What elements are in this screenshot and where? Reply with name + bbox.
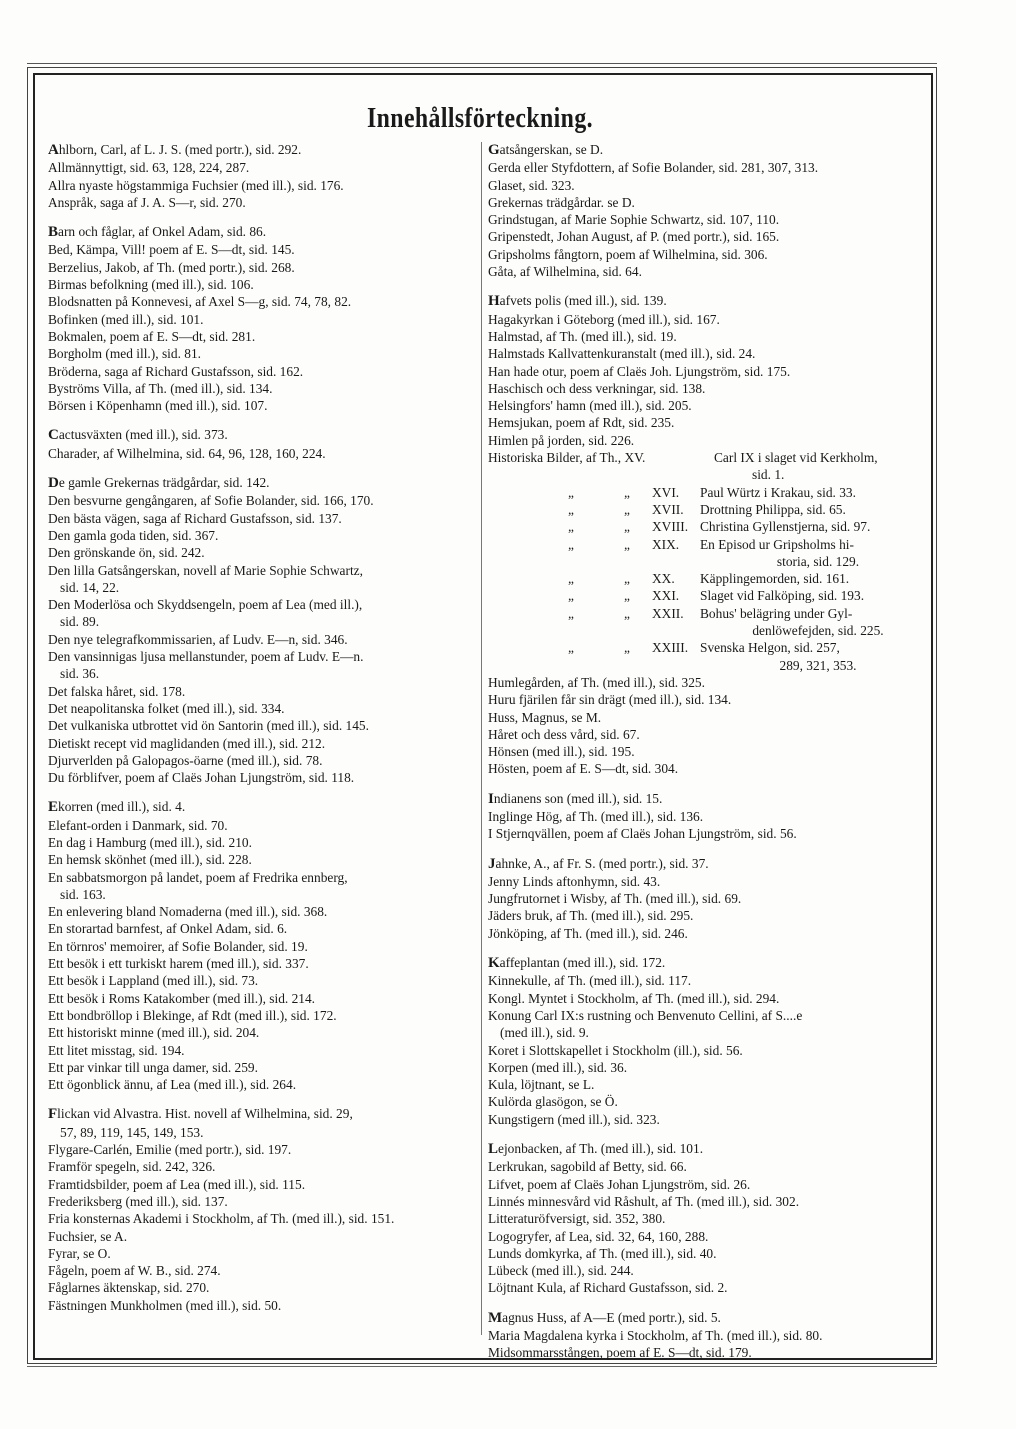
entry-text: Fåglarnes äktenskap, sid. 270.: [48, 1280, 210, 1296]
index-entry-litteraturo-fversigt[interactable]: [488, 1210, 922, 1227]
entry-text: Birmas befolkning (med ill.), sid. 106.: [48, 277, 254, 293]
entry-text: Djurverlden på Galopagos-öarne (med ill.), sid. 78.: [48, 752, 323, 768]
entry-text: Ett bondbröllop i Blekinge, af Rdt (med ill.), sid. 172.: [48, 1007, 337, 1023]
entry-text: Ett par vinkar till unga damer, sid. 259.: [48, 1059, 258, 1075]
entry-text: De gamle Grekernas trädgårdar, sid. 142.: [48, 475, 270, 492]
index-entry-en-storartad-barnfest[interactable]: [48, 920, 474, 937]
index-entry-jo-nko-ping[interactable]: [488, 925, 922, 942]
index-entry-den-nye-telegrafkommissarien[interactable]: [48, 631, 474, 648]
entry-text: Hösten, poem af E. S—dt, sid. 304.: [488, 761, 679, 777]
index-entry-anspra-k[interactable]: [48, 194, 474, 211]
index-entry-kaffeplantan-med-ill[interactable]: [488, 954, 922, 972]
entry-continuation: sid. 14, 22.: [60, 579, 120, 595]
entry-text: Du förblifver, poem af Claës Johan Ljungström, sid. 118.: [48, 770, 355, 786]
index-entry-jahnke[interactable]: [488, 855, 922, 873]
entry-text: Borgholm (med ill.), sid. 81.: [48, 346, 201, 362]
section-gap: [48, 462, 474, 474]
entry-text: Hagakyrkan i Göteborg (med ill.), sid. 167.: [488, 311, 720, 327]
ditto-mark: „: [624, 484, 630, 500]
entry-text: En dag i Hamburg (med ill.), sid. 210.: [48, 834, 252, 850]
index-entry-inglinge-ho-g[interactable]: [488, 808, 922, 825]
hist-entry[interactable]: [540, 518, 922, 535]
index-entry-fria-konsternas-akademi-i-stockholm[interactable]: [48, 1210, 474, 1227]
entry-text: I Stjernqvällen, poem af Claës Johan Ljungström, sid. 56.: [488, 826, 797, 842]
index-entry-ho-nsen-med-ill[interactable]: [488, 743, 922, 760]
entry-text: Halmstad, af Th. (med ill.), sid. 19.: [488, 328, 677, 344]
ditto-mark: „: [568, 519, 574, 535]
entry-text: Gripenstedt, Johan August, af P. (med portr.), sid. 165.: [488, 229, 780, 245]
index-entry-den-vansinnigas-ljusa-mellanstunder[interactable]: [48, 648, 474, 683]
index-entry-du-fo-rblifver[interactable]: [48, 769, 474, 786]
entry-continuation: sid. 36.: [60, 666, 100, 682]
index-entry-kulo-rda-glaso-gon[interactable]: [488, 1093, 922, 1110]
page-title: Innehållsförteckning.: [367, 102, 593, 134]
entry-text: Bokmalen, poem af E. S—dt, sid. 281.: [48, 328, 256, 344]
index-entry-han-hade-otur[interactable]: [488, 363, 922, 380]
hist-first-text: Carl IX i slaget vid Kerkholm,: [714, 450, 878, 466]
ditto-mark: „: [568, 536, 574, 552]
index-entry-berzelius[interactable]: [48, 259, 474, 276]
section-gap: [48, 1093, 474, 1105]
hist-continuation: 289, 321, 353.: [779, 657, 857, 673]
section-gap: [488, 942, 922, 954]
index-entry-midsommarssta-ngen[interactable]: [488, 1344, 922, 1361]
entry-text: Kongl. Myntet i Stockholm, af Th. (med ill.), sid. 294.: [488, 990, 780, 1006]
entry-text: Ekorren (med ill.), sid. 4.: [48, 799, 186, 816]
entry-text: Kula, löjtnant, se L.: [488, 1077, 595, 1093]
index-entry-bo-rsen-i-ko-penhamn-med-ill[interactable]: [48, 397, 474, 414]
index-entry-i-stjernqva-llen[interactable]: [488, 825, 922, 842]
entry-text: Midsommarsstången, poem af E. S—dt, sid. 179.: [488, 1345, 752, 1361]
entry-text: Cactusväxten (med ill.), sid. 373.: [48, 427, 228, 444]
hist-entry[interactable]: [540, 501, 922, 518]
index-column-right: [488, 141, 922, 1362]
entry-text: Huss, Magnus, se M.: [488, 709, 602, 725]
entry-text: Kungstigern (med ill.), sid. 323.: [488, 1111, 660, 1127]
index-entry-fuchsier[interactable]: [48, 1228, 474, 1245]
entry-text: Framför spegeln, sid. 242, 326.: [48, 1159, 216, 1175]
section-gap: [488, 778, 922, 790]
entry-text: Lübeck (med ill.), sid. 244.: [488, 1263, 634, 1279]
index-entry-ga-ta[interactable]: [488, 263, 922, 280]
section-gap: [488, 1297, 922, 1309]
index-entry-ett-par-vinkar-till-unga-damer[interactable]: [48, 1059, 474, 1076]
entry-text: En storartad barnfest, af Onkel Adam, sid. 6.: [48, 921, 288, 937]
index-entry-ett-beso-k-i-roms-katakomber-med-ill[interactable]: [48, 990, 474, 1007]
index-entry-humlega-rden[interactable]: [488, 674, 922, 691]
section-gap: [488, 1128, 922, 1140]
entry-text: Det falska håret, sid. 178.: [48, 683, 186, 699]
hist-title: Käpplingemorden, sid. 161.: [700, 571, 850, 587]
entry-text: Gerda eller Styfdottern, af Sofie Bolander, sid. 281, 307, 313.: [488, 160, 819, 176]
index-entry-hemsjukan[interactable]: [488, 414, 922, 431]
entry-text: Den grönskande ön, sid. 242.: [48, 545, 205, 561]
entry-continuation: sid. 89.: [60, 614, 100, 630]
index-entry-allra-nyaste-ho-gstammiga-fuchsier-med-i[interactable]: [48, 177, 474, 194]
entry-text: En sabbatsmorgon på landet, poem af Fredrika ennberg,: [48, 869, 348, 885]
entry-text: Inglinge Hög, af Th. (med ill.), sid. 136.: [488, 808, 704, 824]
hist-number: XIX.: [652, 536, 680, 552]
hist-entry[interactable]: [540, 639, 922, 674]
index-entry-lo-jtnant-kula[interactable]: [488, 1279, 922, 1296]
ditto-mark: „: [568, 588, 574, 604]
entry-text: Charader, af Wilhelmina, sid. 64, 96, 128, 160, 224.: [48, 445, 326, 461]
entry-text: Dietiskt recept vid maglidanden (med ill.), sid. 212.: [48, 735, 326, 751]
hist-entry[interactable]: [540, 536, 922, 571]
entry-text: Fyrar, se O.: [48, 1245, 111, 1261]
index-entry-kungstigern-med-ill[interactable]: [488, 1111, 922, 1128]
index-entry-fyrar[interactable]: [48, 1245, 474, 1262]
index-entry-en-enlevering-bland-nomaderna-med-ill[interactable]: [48, 903, 474, 920]
index-entry-den-gro-nskande-o-n[interactable]: [48, 544, 474, 561]
hist-number: XXI.: [652, 588, 680, 604]
historiska-bilder-block: [488, 449, 922, 674]
index-entry-fa-geln[interactable]: [48, 1262, 474, 1279]
entry-text: Flygare-Carlén, Emilie (med portr.), sid. 197.: [48, 1142, 292, 1158]
index-entry-allma-nnyttigt[interactable]: [48, 159, 474, 176]
entry-text: Fågeln, poem af W. B., sid. 274.: [48, 1263, 221, 1279]
hist-entry[interactable]: [540, 570, 922, 587]
hist-row: [488, 449, 922, 484]
entry-text: Den lilla Gatsångerskan, novell af Marie Sophie Schwartz,: [48, 562, 363, 578]
entry-text: Ett besök i Lappland (med ill.), sid. 73.: [48, 973, 259, 989]
index-entry-den-ba-sta-va-gen[interactable]: [48, 510, 474, 527]
index-entry-en-sabbatsmorgon-pa-landet[interactable]: [48, 869, 474, 904]
index-entry-ett-o-gonblick-a-nnu[interactable]: [48, 1076, 474, 1093]
entry-text: Magnus Huss, af A—E (med portr.), sid. 5.: [488, 1309, 721, 1326]
index-entry-grindstugan[interactable]: [488, 211, 922, 228]
index-entry-gripsholms-fa-ngtorn[interactable]: [488, 246, 922, 263]
hist-first-cont: sid. 1.: [752, 467, 785, 483]
index-entry-en-hemsk-sko-nhet-med-ill[interactable]: [48, 851, 474, 868]
entry-text: Maria Magdalena kyrka i Stockholm, af Th. (med ill.), sid. 80.: [488, 1328, 823, 1343]
index-entry-logogryfer[interactable]: [488, 1228, 922, 1245]
entry-text: Börsen i Köpenhamn (med ill.), sid. 107.: [48, 398, 268, 414]
index-entry-fa-stningen-munkholmen-med-ill[interactable]: [48, 1297, 474, 1314]
entry-text: Frederiksberg (med ill.), sid. 137.: [48, 1193, 228, 1209]
index-entry-hafvets-polis-med-ill[interactable]: [488, 292, 922, 310]
entry-text: Kulörda glasögon, se Ö.: [488, 1094, 618, 1110]
entry-text: Löjtnant Kula, af Richard Gustafsson, sid. 2.: [488, 1280, 728, 1296]
index-entry-linne-s-minnesva-rd-vid-ra-shult[interactable]: [488, 1193, 922, 1210]
entry-text: Elefant-orden i Danmark, sid. 70.: [48, 817, 228, 833]
index-entry-fa-glarnes-a-ktenskap[interactable]: [48, 1279, 474, 1296]
section-gap: [48, 786, 474, 798]
index-entry-bro-derna[interactable]: [48, 363, 474, 380]
index-entry-ett-beso-k-i-ett-turkiskt-harem-med-ill[interactable]: [48, 955, 474, 972]
entry-text: Fästningen Munkholmen (med ill.), sid. 50.: [48, 1297, 282, 1313]
ditto-mark: „: [624, 501, 630, 517]
entry-text: Huru fjärilen får sin drägt (med ill.), sid. 134.: [488, 692, 732, 708]
entry-text: Den vansinnigas ljusa mellanstunder, poem af Ludv. E—n.: [48, 649, 364, 665]
entry-text: Allmännyttigt, sid. 63, 128, 224, 287.: [48, 160, 250, 176]
entry-text: Bröderna, saga af Richard Gustafsson, sid. 162.: [48, 363, 304, 379]
top-rule: [27, 63, 937, 64]
index-entry-indianens-son-med-ill[interactable]: [488, 790, 922, 808]
index-entry-gerda-eller-styfdottern[interactable]: [488, 159, 922, 176]
entry-text: Indianens son (med ill.), sid. 15.: [488, 790, 663, 807]
index-entry-ett-litet-misstag[interactable]: [48, 1042, 474, 1059]
index-entry-haschisch-och-dess-verkningar[interactable]: [488, 380, 922, 397]
entry-text: Fuchsier, se A.: [48, 1228, 128, 1244]
ditto-mark: „: [568, 501, 574, 517]
entry-text: Ett ögonblick ännu, af Lea (med ill.), sid. 264.: [48, 1077, 297, 1093]
index-entry-kinnekulle[interactable]: [488, 972, 922, 989]
index-entry-de-gamle-grekernas-tra-dga-rdar[interactable]: [48, 474, 474, 492]
hist-number: XVIII.: [652, 519, 689, 535]
entry-text: Jahnke, A., af Fr. S. (med portr.), sid. 37.: [488, 855, 709, 872]
index-entry-ett-bondbro-llop-i-blekinge[interactable]: [48, 1007, 474, 1024]
index-entry-cactusva-xten-med-ill[interactable]: [48, 426, 474, 444]
index-entry-bystro-ms-villa[interactable]: [48, 380, 474, 397]
index-entry-det-neapolitanska-folket-med-ill[interactable]: [48, 700, 474, 717]
hist-entry[interactable]: [540, 484, 922, 501]
entry-text: Det neapolitanska folket (med ill.), sid. 334.: [48, 700, 285, 716]
entry-text: Jungfrutornet i Wisby, af Th. (med ill.), sid. 69.: [488, 891, 742, 907]
index-entry-ha-ret-och-dess-va-rd[interactable]: [488, 726, 922, 743]
hist-number: XVII.: [652, 501, 684, 517]
entry-text: Humlegården, af Th. (med ill.), sid. 325.: [488, 674, 705, 690]
index-entry-blodsnatten-pa-konnevesi[interactable]: [48, 293, 474, 310]
ditto-mark: „: [568, 484, 574, 500]
ditto-mark: „: [624, 605, 630, 621]
hist-continuation: storia, sid. 129.: [776, 553, 860, 569]
index-entry-charader[interactable]: [48, 445, 474, 462]
entry-text: Berzelius, Jakob, af Th. (med portr.), sid. 268.: [48, 259, 295, 275]
index-column-left: [48, 141, 474, 1314]
entry-text: En törnros' memoirer, af Sofie Bolander, sid. 19.: [48, 938, 308, 954]
entry-text: Hafvets polis (med ill.), sid. 139.: [488, 293, 667, 310]
entry-text: Himlen på jorden, sid. 226.: [488, 432, 635, 448]
hist-label: Historiska Bilder, af Th., XV.: [488, 450, 646, 466]
index-entry-helsingfors-hamn-med-ill[interactable]: [488, 397, 922, 414]
entry-text: Linnés minnesvård vid Råshult, af Th. (med ill.), sid. 302.: [488, 1193, 800, 1209]
entry-text: Det vulkaniska utbrottet vid ön Santorin (med ill.), sid. 145.: [48, 718, 369, 734]
index-entry-huss[interactable]: [488, 709, 922, 726]
entry-text: Jäders bruk, af Th. (med ill.), sid. 295.: [488, 908, 694, 924]
entry-text: Jenny Linds aftonhymn, sid. 43.: [488, 873, 661, 889]
entry-text: Byströms Villa, af Th. (med ill.), sid. 134.: [48, 380, 273, 396]
entry-text: Den gamla goda tiden, sid. 367.: [48, 527, 219, 543]
entry-text: Lejonbacken, af Th. (med ill.), sid. 101.: [488, 1141, 704, 1158]
entry-text: Han hade otur, poem af Claës Joh. Ljungström, sid. 175.: [488, 363, 791, 379]
entry-text: Lifvet, poem af Claës Johan Ljungström, sid. 26.: [488, 1176, 751, 1192]
entry-text: Ett historiskt minne (med ill.), sid. 204.: [48, 1025, 260, 1041]
index-entry-halmstads-kallvattenkuranstalt-med-ill[interactable]: [488, 345, 922, 362]
index-entry-bed[interactable]: [48, 241, 474, 258]
index-entry-ho-sten[interactable]: [488, 760, 922, 777]
index-entry-huru-fja-rilen-fa-r-sin-dra-gt-med-ill[interactable]: [488, 691, 922, 708]
entry-text: Barn och fåglar, af Onkel Adam, sid. 86.: [48, 224, 267, 241]
bottom-rule: [27, 1366, 937, 1367]
index-entry-himlen-pa-jorden[interactable]: [488, 432, 922, 449]
index-entry-gripenstedt[interactable]: [488, 228, 922, 245]
entry-text: En hemsk skönhet (med ill.), sid. 228.: [48, 852, 252, 868]
entry-text: Haschisch och dess verkningar, sid. 138.: [488, 380, 706, 396]
hist-title: Drottning Philippa, sid. 65.: [700, 501, 846, 517]
index-entry-jenny-linds-aftonhymn[interactable]: [488, 873, 922, 890]
index-entry-en-to-rnros-memoirer[interactable]: [48, 938, 474, 955]
hist-title: Paul Würtz i Krakau, sid. 33.: [700, 484, 856, 500]
entry-text: Koret i Slottskapellet i Stockholm (ill.), sid. 56.: [488, 1042, 743, 1058]
entry-continuation: sid. 163.: [60, 886, 106, 902]
index-entry-maria-magdalena-kyrka-i-stockholm[interactable]: [488, 1327, 922, 1344]
section-gap: [48, 211, 474, 223]
index-entry-det-falska-ha-ret[interactable]: [48, 683, 474, 700]
hist-entry[interactable]: [540, 587, 922, 604]
entry-text: Grindstugan, af Marie Sophie Schwartz, sid. 107, 110.: [488, 212, 780, 228]
index-entry-ahlborn[interactable]: [48, 141, 474, 159]
index-entry-grekernas-tra-dga-rdar-se-d[interactable]: [488, 194, 922, 211]
index-entry-flickan-vid-alvastra-hist-novell-af-wilh[interactable]: [48, 1105, 474, 1141]
entry-text: Den besvurne gengångaren, af Sofie Bolander, sid. 166, 170.: [48, 493, 374, 509]
index-entry-den-lilla-gatsa-ngerskan[interactable]: [48, 562, 474, 597]
entry-text: Anspråk, saga af J. A. S—r, sid. 270.: [48, 194, 246, 210]
index-entry-magnus-huss[interactable]: [488, 1309, 922, 1327]
entry-text: En enlevering bland Nomaderna (med ill.), sid. 368.: [48, 904, 328, 920]
ditto-mark: „: [624, 588, 630, 604]
index-entry-koret-i-slottskapellet-i-stockholm-ill[interactable]: [488, 1042, 922, 1059]
index-entry-jungfrutornet-i-wisby[interactable]: [488, 890, 922, 907]
entry-text: Glaset, sid. 323.: [488, 177, 575, 193]
entry-text: Den Moderlösa och Skyddsengeln, poem af Lea (med ill.),: [48, 597, 363, 613]
entry-continuation: (med ill.), sid. 9.: [500, 1025, 589, 1041]
entry-text: Korpen (med ill.), sid. 36.: [488, 1059, 628, 1075]
entry-text: Allra nyaste högstammiga Fuchsier (med ill.), sid. 176.: [48, 177, 344, 193]
index-entry-en-dag-i-hamburg-med-ill[interactable]: [48, 834, 474, 851]
entry-text: Jönköping, af Th. (med ill.), sid. 246.: [488, 925, 688, 941]
entry-continuation: 57, 89, 119, 145, 149, 153.: [60, 1124, 204, 1140]
entry-text: Håret och dess vård, sid. 67.: [488, 726, 640, 742]
index-entry-glaset[interactable]: [488, 177, 922, 194]
index-entry-gatsa-ngerskan[interactable]: [488, 141, 922, 159]
index-entry-lifvet[interactable]: [488, 1176, 922, 1193]
hist-number: XXII.: [652, 605, 684, 621]
index-entry-korpen-med-ill[interactable]: [488, 1059, 922, 1076]
entry-text: Den bästa vägen, saga af Richard Gustafsson, sid. 137.: [48, 510, 342, 526]
entry-text: Hemsjukan, poem af Rdt, sid. 235.: [488, 415, 675, 431]
ditto-mark: „: [568, 640, 574, 656]
hist-number: XVI.: [652, 484, 680, 500]
index-entry-framfo-r-spegeln[interactable]: [48, 1158, 474, 1175]
index-entry-flygare-carle-n[interactable]: [48, 1141, 474, 1158]
entry-text: Litteraturöfversigt, sid. 352, 380.: [488, 1211, 666, 1227]
index-entry-kula[interactable]: [488, 1076, 922, 1093]
hist-title: Slaget vid Falköping, sid. 193.: [700, 588, 865, 604]
entry-text: Flickan vid Alvastra. Hist. novell af Wilhelmina, sid. 29,: [48, 1106, 353, 1123]
entry-text: Helsingfors' hamn (med ill.), sid. 205.: [488, 398, 692, 414]
hist-title: Svenska Helgon, sid. 257,: [700, 640, 840, 656]
entry-text: Framtidsbilder, poem af Lea (med ill.), sid. 115.: [48, 1176, 306, 1192]
index-entry-lunds-domkyrka[interactable]: [488, 1245, 922, 1262]
entry-text: Ett litet misstag, sid. 194.: [48, 1042, 185, 1058]
ditto-mark: „: [624, 519, 630, 535]
index-entry-bofinken-med-ill[interactable]: [48, 311, 474, 328]
index-entry-ett-historiskt-minne-med-ill[interactable]: [48, 1024, 474, 1041]
index-entry-den-moderlo-sa-och-skyddsengeln[interactable]: [48, 596, 474, 631]
index-entry-birmas-befolkning-med-ill[interactable]: [48, 276, 474, 293]
ditto-mark: „: [624, 571, 630, 587]
column-divider: [481, 142, 482, 1335]
entry-text: Fria konsternas Akademi i Stockholm, af Th. (med ill.), sid. 151.: [48, 1211, 395, 1227]
index-entry-det-vulkaniska-utbrottet-vid-o-n-santori[interactable]: [48, 717, 474, 734]
entry-text: Ett besök i ett turkiskt harem (med ill.), sid. 337.: [48, 956, 309, 972]
ditto-mark: „: [624, 536, 630, 552]
index-entry-hagakyrkan-i-go-teborg-med-ill[interactable]: [488, 311, 922, 328]
entry-text: Ahlborn, Carl, af L. J. S. (med portr.), sid. 292.: [48, 142, 302, 158]
index-entry-den-gamla-goda-tiden[interactable]: [48, 527, 474, 544]
entry-text: Konung Carl IX:s rustning och Benvenuto Cellini, af S....e: [488, 1007, 803, 1023]
index-entry-ett-beso-k-i-lappland-med-ill[interactable]: [48, 972, 474, 989]
section-gap: [488, 843, 922, 855]
index-entry-framtidsbilder[interactable]: [48, 1176, 474, 1193]
entry-text: Kaffeplantan (med ill.), sid. 172.: [488, 955, 666, 972]
entry-text: Grekernas trädgårdar. se D.: [488, 194, 635, 210]
entry-text: Halmstads Kallvattenkuranstalt (med ill.), sid. 24.: [488, 346, 756, 362]
entry-text: Gripsholms fångtorn, poem af Wilhelmina, sid. 306.: [488, 246, 768, 262]
index-entry-kongl-myntet-i-stockholm[interactable]: [488, 990, 922, 1007]
index-entry-borgholm-med-ill[interactable]: [48, 345, 474, 362]
entry-text: Ett besök i Roms Katakomber (med ill.), sid. 214.: [48, 990, 316, 1006]
entry-text: Kinnekulle, af Th. (med ill.), sid. 117.: [488, 973, 692, 989]
index-entry-djurverlden-pa-galopagos-o-arne-med-ill[interactable]: [48, 752, 474, 769]
hist-number: XX.: [652, 571, 675, 587]
entry-text: Gatsångerskan, se D.: [488, 142, 604, 158]
index-entry-dietiskt-recept-vid-maglidanden-med-ill[interactable]: [48, 735, 474, 752]
section-gap: [488, 280, 922, 292]
index-entry-barn-och-fa-glar[interactable]: [48, 223, 474, 241]
entry-text: Hönsen (med ill.), sid. 195.: [488, 744, 635, 760]
section-gap: [48, 414, 474, 426]
hist-continuation: denlöwefejden, sid. 225.: [752, 623, 884, 639]
index-entry-lu-beck-med-ill[interactable]: [488, 1262, 922, 1279]
index-entry-konung-carl-ix-s-rustning-och-benvenuto-[interactable]: [488, 1007, 922, 1042]
index-entry-lejonbacken[interactable]: [488, 1140, 922, 1158]
hist-title: En Episod ur Gripsholms hi-: [700, 536, 854, 552]
index-entry-frederiksberg-med-ill[interactable]: [48, 1193, 474, 1210]
index-entry-ekorren-med-ill[interactable]: [48, 798, 474, 816]
entry-text: Bofinken (med ill.), sid. 101.: [48, 311, 204, 327]
entry-text: Logogryfer, af Lea, sid. 32, 64, 160, 288.: [488, 1228, 709, 1244]
hist-entry[interactable]: [540, 605, 922, 640]
entry-text: Blodsnatten på Konnevesi, af Axel S—g, sid. 74, 78, 82.: [48, 294, 352, 310]
index-entry-den-besvurne-genga-ngaren[interactable]: [48, 492, 474, 509]
entry-text: Bed, Kämpa, Vill! poem af E. S—dt, sid. 145.: [48, 242, 295, 258]
entry-text: Lerkrukan, sagobild af Betty, sid. 66.: [488, 1159, 687, 1175]
hist-title: Christina Gyllenstjerna, sid. 97.: [700, 519, 871, 535]
index-entry-lerkrukan[interactable]: [488, 1158, 922, 1175]
entry-text: Gåta, af Wilhelmina, sid. 64.: [488, 264, 642, 280]
index-entry-ja-ders-bruk[interactable]: [488, 907, 922, 924]
hist-title: Bohus' belägring under Gyl-: [700, 605, 853, 621]
index-entry-bokmalen[interactable]: [48, 328, 474, 345]
index-entry-elefant-orden-i-danmark[interactable]: [48, 817, 474, 834]
index-entry-halmstad[interactable]: [488, 328, 922, 345]
hist-number: XXIII.: [652, 640, 689, 656]
entry-text: Den nye telegrafkommissarien, af Ludv. E—n, sid. 346.: [48, 631, 348, 647]
ditto-mark: „: [568, 571, 574, 587]
ditto-mark: „: [568, 605, 574, 621]
entry-text: Lunds domkyrka, af Th. (med ill.), sid. 40.: [488, 1245, 717, 1261]
ditto-mark: „: [624, 640, 630, 656]
